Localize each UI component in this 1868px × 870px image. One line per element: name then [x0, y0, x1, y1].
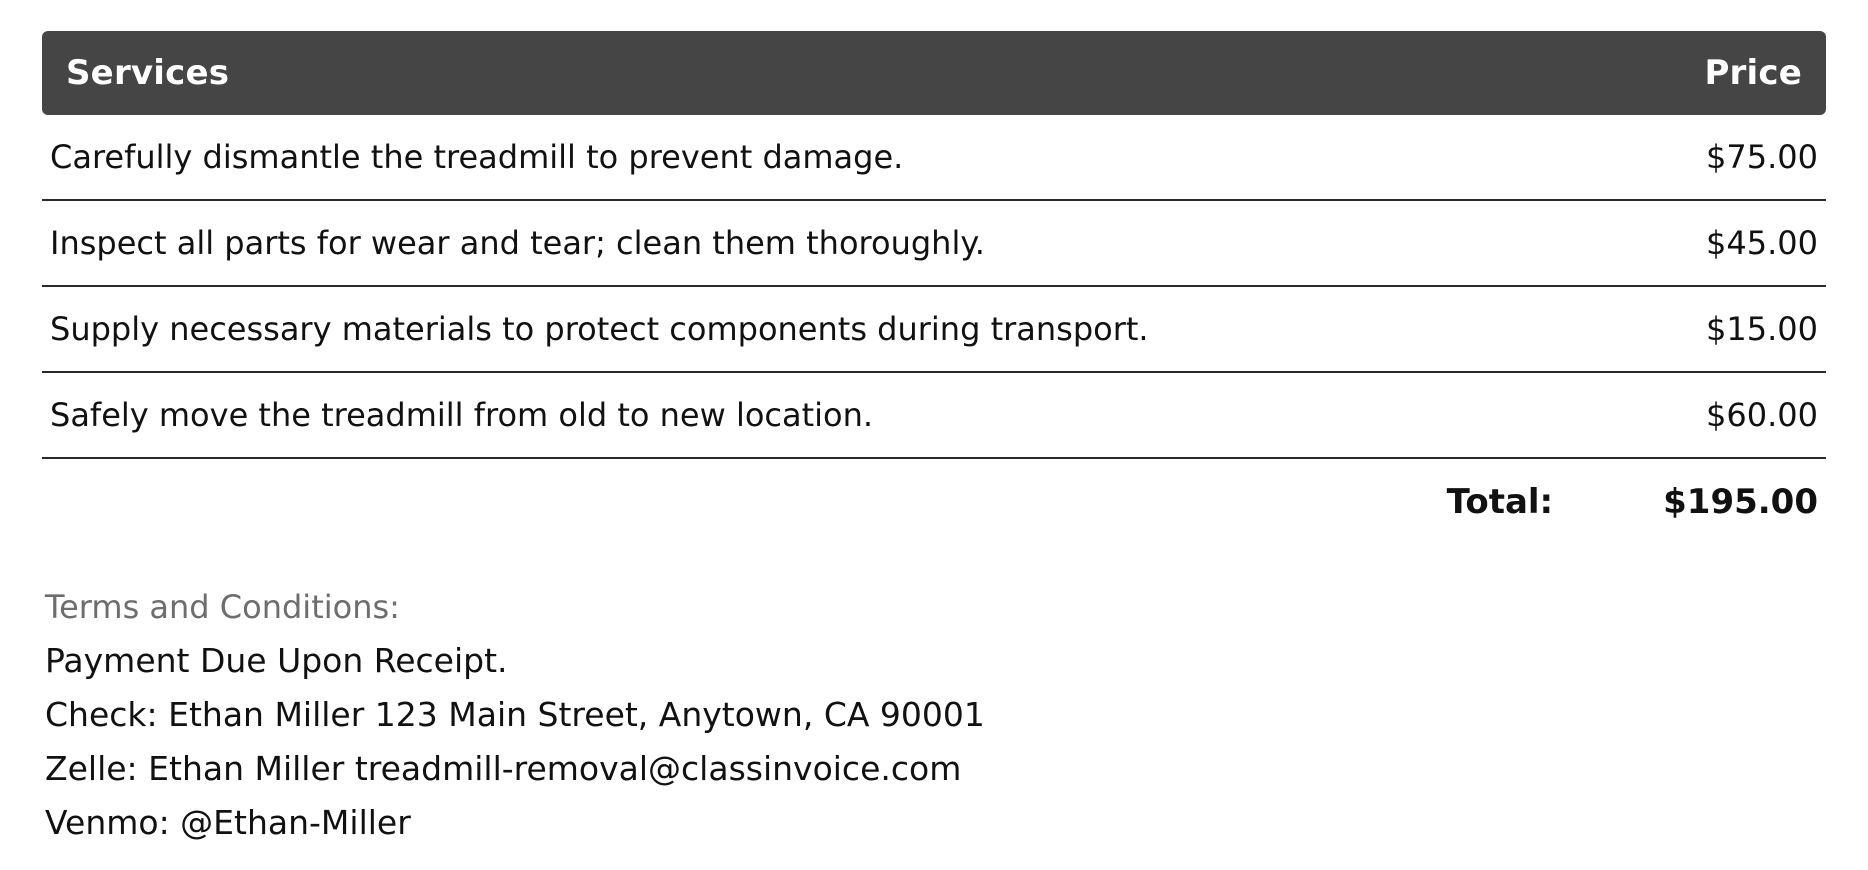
table-header: [42, 31, 1826, 115]
total-row: [42, 459, 1826, 545]
terms-title: Terms and Conditions:: [45, 588, 400, 626]
service-price: $75.00: [1706, 138, 1818, 176]
price-column-header: Price: [1704, 53, 1802, 93]
terms-section: [45, 580, 985, 850]
terms-line-check: Check: Ethan Miller 123 Main Street, Anytown, CA 90001: [45, 695, 985, 734]
service-price: $15.00: [1706, 310, 1818, 348]
table-row: [42, 115, 1826, 201]
service-description: Safely move the treadmill from old to new location.: [50, 396, 874, 434]
table-row: [42, 287, 1826, 373]
terms-line-payment: Payment Due Upon Receipt.: [45, 641, 508, 680]
table-row: [42, 201, 1826, 287]
service-description: Inspect all parts for wear and tear; clean them thoroughly.: [50, 224, 985, 262]
terms-line-zelle: Zelle: Ethan Miller treadmill-removal@classinvoice.com: [45, 749, 962, 788]
terms-line-venmo: Venmo: @Ethan-Miller: [45, 803, 411, 842]
services-table: [42, 31, 1826, 545]
service-description: Carefully dismantle the treadmill to prevent damage.: [50, 138, 904, 176]
total-label: Total:: [1446, 482, 1554, 522]
services-column-header: Services: [66, 53, 230, 93]
total-value: $195.00: [1663, 482, 1818, 522]
table-row: [42, 373, 1826, 459]
service-description: Supply necessary materials to protect components during transport.: [50, 310, 1149, 348]
service-price: $45.00: [1706, 224, 1818, 262]
service-price: $60.00: [1706, 396, 1818, 434]
